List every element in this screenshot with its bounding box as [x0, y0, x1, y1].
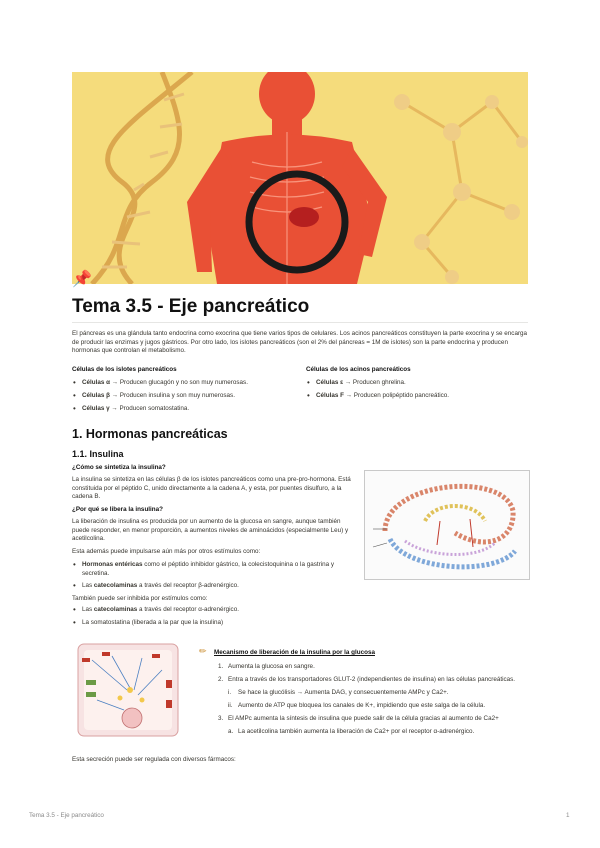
list-item: • Células γ → Producen somatostatina.: [72, 402, 292, 415]
answer-synthesis: La insulina se sintetiza en las células β de los islotes pancreáticos como una pre-pro-hormona. Está constituida por el péptido C, unido directamente a la cadena A, y esta, por puentes disulfuro, a la cadena B.: [72, 476, 351, 501]
answer-release: La liberación de insulina es producida por un aumento de la glucosa en sangre, aunque también puede responder, en menor proporción, a aumentos niveles de aminoácidos (especialmente Leu) y acetilcolina.: [72, 518, 349, 543]
section-heading: 1. Hormonas pancreáticas: [72, 427, 228, 441]
acinos-list: [306, 376, 526, 402]
page-title: Tema 3.5 - Eje pancreático: [72, 296, 310, 317]
list-item: • Las catecolaminas a través del receptor β-adrenérgico.: [72, 582, 352, 591]
mechanism-heading: Mecanismo de liberación de la insulina por la glucosa: [214, 649, 375, 656]
list-item: • La somatostatina (liberada a la par que la insulina): [72, 619, 352, 628]
pushpin-icon: 📌: [72, 271, 92, 288]
intro-paragraph: El páncreas es una glándula tanto endocrina como exocrina que tiene varios tipos de celulares. Los acinos pancreáticos constituyen la parte exocrina y se encarga de producir las enzimas y jugos gástricos. Por otro lado, los islotes pancreáticos (son el 2% del páncreas = 1M de islotes) son la parte endocrina y producen hormonas que controlan el metabolismo.: [72, 330, 528, 355]
title-divider: [72, 322, 528, 323]
list-item: • Las catecolaminas a través del receptor α-adrenérgico.: [72, 606, 352, 615]
footer-title: Tema 3.5 - Eje pancreático: [29, 812, 104, 819]
list-item: • Células F → Producen polipéptido pancreático.: [306, 389, 526, 402]
inhibition-intro: También puede ser inhibida por estímulos como:: [72, 595, 208, 602]
beta-cell-diagram: [72, 640, 184, 740]
list-item: 3. El AMPc aumenta la síntesis de insulina que puede salir de la célula gracias al aumento de Ca2+: [218, 715, 499, 722]
list-item: • Células ε → Producen ghrelina.: [306, 376, 526, 389]
closing-paragraph: Esta secreción puede ser regulada con diversos fármacos:: [72, 756, 236, 763]
list-item: i. Se hace la glucólisis → Aumenta DAG, y consecuentemente AMPc y Ca2+.: [228, 689, 449, 696]
cover-image: [72, 72, 528, 284]
list-item: • Células α → Producen glucagón y no son muy numerosas.: [72, 376, 292, 389]
pencil-icon: ✏: [199, 646, 207, 656]
subsection-heading: 1.1. Insulina: [72, 449, 124, 459]
islotes-list: [72, 376, 292, 415]
list-item: a. La acetilcolina también aumenta la liberación de Ca2+ por el receptor α-adrenérgico.: [228, 728, 475, 735]
islotes-heading: Células de los islotes pancreáticos: [72, 366, 177, 373]
list-item: 1. Aumenta la glucosa en sangre.: [218, 663, 315, 670]
question-synthesis: ¿Cómo se sintetiza la insulina?: [72, 464, 166, 471]
stimuli-intro: Esta además puede impulsarse aún más por otros estímulos como:: [72, 548, 261, 555]
list-item: ii. Aumento de ATP que bloquea los canales de K+, impidiendo que este salga de la célula.: [228, 702, 486, 709]
cover-illustration: [72, 72, 528, 284]
question-release: ¿Por qué se libera la insulina?: [72, 506, 163, 513]
page-number: 1: [566, 812, 570, 819]
acinos-heading: Células de los acinos pancreáticos: [306, 366, 411, 373]
list-item: • Células β → Producen insulina y son muy numerosas.: [72, 389, 292, 402]
list-item: • Hormonas entéricas como el péptido inhibidor gástrico, la colecistoquinina o la gastrina y secretina.: [72, 561, 352, 578]
insulin-structure-figure: [364, 470, 530, 580]
list-item: 2. Entra a través de los transportadores GLUT-2 (independientes de insulina) en las células pancreáticas.: [218, 676, 516, 683]
